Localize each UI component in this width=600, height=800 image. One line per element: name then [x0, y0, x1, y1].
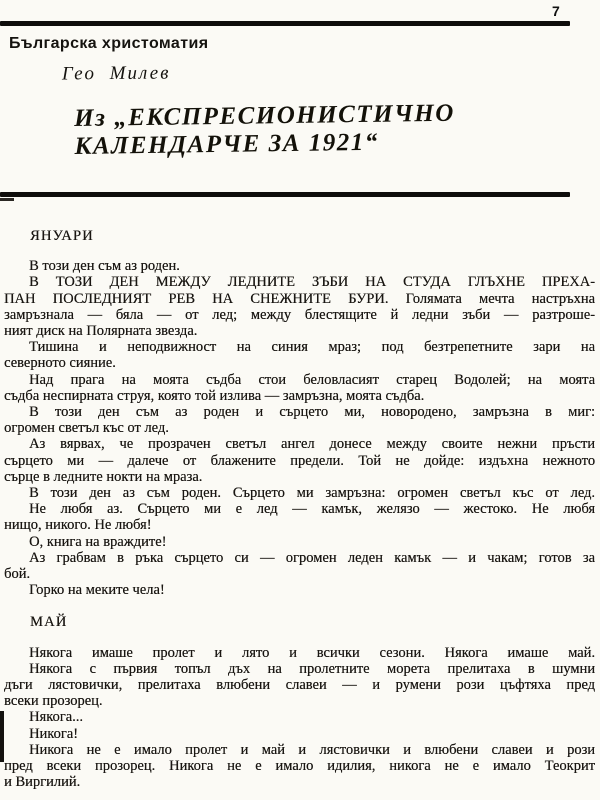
text-line: и Виргилий. — [4, 774, 81, 791]
text-line: Някога с първия топъл дъх на пролетните морета прелитаха в шумни — [29, 660, 595, 677]
top-rule — [0, 21, 570, 26]
text-line: Над прага на моята съдба стои беловласият старец Водолей; на моята — [29, 371, 595, 388]
text-line: замръзнала — бяла — от лед; между блестящите й ледни зъби — разтроше- — [4, 306, 595, 323]
text-line: Горко на меките чела! — [29, 582, 165, 599]
text-line: ПАН ПОСЛЕДНИЯТ РЕВ НА СНЕЖНИТЕ БУРИ. Голямата мечта настръхна — [4, 290, 595, 307]
text-line: Тишина и неподвижност на синия мраз; под безтрепетните зари на — [29, 339, 595, 356]
page-number: 7 — [552, 3, 560, 19]
section — [4, 228, 595, 598]
text-line: бой. — [4, 566, 31, 583]
text-line: дъги лястовички, прелитаха влюбени славеи — и румени рози цъфтяха пред — [4, 677, 595, 694]
text-line: ният диск на Полярната звезда. — [4, 323, 198, 340]
text-line: Аз грабвам в ръка сърцето си — огромен леден камък — и чакам; готов за — [29, 549, 595, 566]
text-line: Никога! — [29, 725, 79, 742]
section-heading: ЯНУАРИ — [30, 228, 94, 244]
work-title-line2: КАЛЕНДАРЧЕ ЗА 1921“ — [74, 128, 379, 160]
text-line: Аз вярвах, че прозрачен светъл ангел донесе между своите нежни пръсти — [29, 436, 595, 453]
text-line: сърцето ми — далече от блажените предели. Той не дойде: издъхна нежното — [4, 452, 595, 469]
text-line: съдба неспирната струя, която той излива — замръзна, моята съдба. — [4, 387, 425, 404]
text-line: огромен светъл къс от лед. — [4, 420, 169, 437]
text-line: В този ден аз съм роден. Сърцето ми замръзна: огромен светъл къс от лед. — [29, 485, 595, 502]
section-heading: МАЙ — [30, 614, 68, 631]
text-line: Някога имаше пролет и лято и всички сезони. Някога имаше май. — [29, 644, 595, 661]
series-title: Българска христоматия — [9, 35, 209, 52]
text-line: Някога... — [29, 709, 83, 726]
text-line: В този ден съм аз роден и сърцето ми, новородено, замръзна в миг: — [29, 404, 595, 421]
author-name: Гео Милев — [61, 62, 171, 85]
scan-artifact-dash — [0, 198, 14, 201]
text-line: северното сияние. — [4, 355, 116, 372]
work-title-line1: Из „ЕКСПРЕСИОНИСТИЧНО — [74, 99, 455, 132]
text-line: всеки прозорец. — [4, 693, 103, 710]
text-line: сърце в ледните нокти на мраза. — [4, 468, 203, 485]
text-line: Не любя аз. Сърцето ми е лед — камък, желязо — жестоко. Не любя — [29, 501, 595, 518]
text-line: пред всеки прозорец. Никога не е имало идилия, никога не е имало Теокрит — [4, 758, 595, 775]
text-line: В ТОЗИ ДЕН МЕЖДУ ЛЕДНИТЕ ЗЪБИ НА СТУДА ГЛЪХНЕ ПРЕХА- — [29, 274, 595, 291]
section — [4, 614, 595, 790]
title-rule — [0, 192, 570, 197]
work-title — [74, 100, 455, 161]
text-line: Никога не е имало пролет и май и лястовички и влюбени славеи и рози — [29, 741, 595, 758]
text-line: В този ден съм аз роден. — [29, 258, 180, 275]
text-line: О, книга на враждите! — [29, 533, 167, 550]
text-line: нищо, никого. Не любя! — [4, 517, 152, 534]
body-text — [4, 228, 595, 791]
scan-artifact-bar — [0, 711, 4, 762]
